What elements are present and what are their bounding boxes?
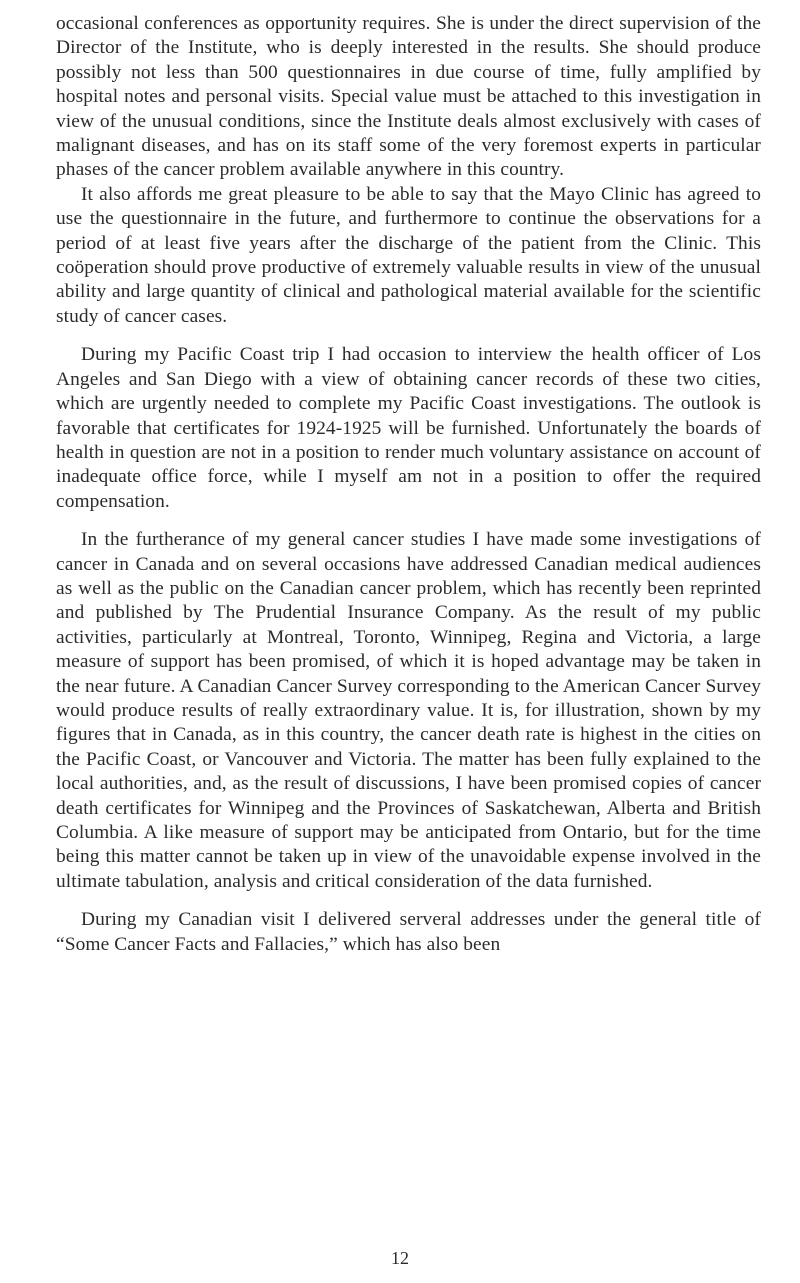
paragraph-canadian-visit: During my Canadian visit I delivered serveral addresses under the general title of “Some Cancer Facts and Fallacies,” which has also been [56, 909, 761, 955]
paragraph-pacific-coast: During my Pacific Coast trip I had occasion to interview the health officer of Los Angeles and San Diego with a view of obtaining cancer records of these two cities, which are urgently needed to complete my Pacific Coast investigations. The outlook is favorable that certificates for 1924-1925 will be furnished. Unfortunately the boards of health in question are not in a position to render much voluntary assistance on account of inadequate office force, while I myself am not in a position to offer the required compensation. [56, 344, 761, 512]
paragraph-continuation: occasional conferences as opportunity requires. She is under the direct supervision of the Director of the Institute, who is deeply interested in the results. She should produce possibly not less than 500 questionnaires in due course of time, fully amplified by hospital notes and personal visits. Special value must be attached to this investigation in view of the unusual conditions, since the Institute deals almost exclusively with cases of malignant diseases, and has on its staff some of the very foremost experts in particular phases of the cancer problem available anywhere in this country. [56, 13, 761, 181]
paragraph-canada: In the furtherance of my general cancer studies I have made some investigations of cancer in Canada and on several occasions have addressed Canadian medical audiences as well as the public on the Canadian cancer problem, which has recently been reprinted and published by The Prudential Insurance Company. As the result of my public activities, particularly at Montreal, Toronto, Winnipeg, Regina and Victoria, a large measure of support has been promised, of which it is hoped advantage may be taken in the near future. A Canadian Cancer Survey corresponding to the American Cancer Survey would produce results of really extraordinary value. It is, for illustration, shown by my figures that in Canada, as in this country, the cancer death rate is highest in the cities on the Pacific Coast, or Vancouver and Victoria. The matter has been fully explained to the local authorities, and, as the result of discussions, I have been promised copies of cancer death certificates for Winnipeg and the Provinces of Saskatchewan, Alberta and British Columbia. A like measure of support may be anticipated from Ontario, but for the time being this matter cannot be taken up in view of the unavoidable expense involved in the ultimate tabulation, analysis and critical consideration of the data furnished. [56, 529, 761, 892]
page-number: 12 [391, 1248, 409, 1268]
document-page [56, 12, 761, 971]
paragraph-mayo-clinic: It also affords me great pleasure to be able to say that the Mayo Clinic has agreed to use the questionnaire in the future, and furthermore to continue the observations for a period of at least five years after the discharge of the patient from the Clinic. This coöperation should prove productive of extremely valuable results in view of the unusual ability and large quantity of clinical and pathological material available for the scientific study of cancer cases. [56, 183, 761, 327]
